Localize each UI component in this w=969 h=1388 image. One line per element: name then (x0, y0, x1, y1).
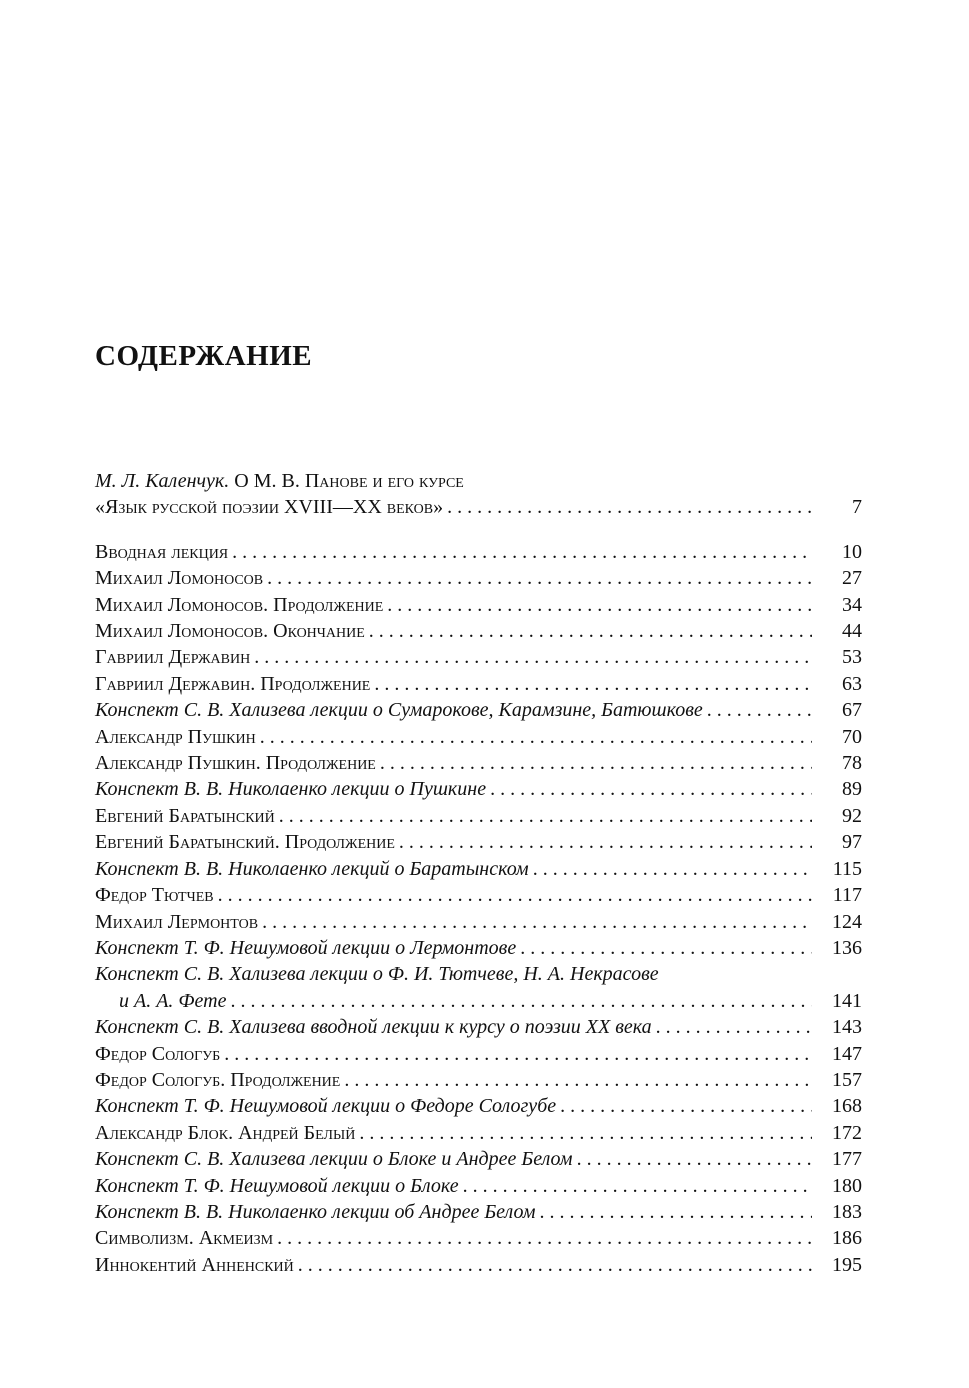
page-number: 27 (842, 567, 862, 590)
page-number: 89 (842, 778, 862, 801)
intro-title-line2: «Язык русской поэзии XVIII—XX веков» (95, 496, 444, 519)
entry-title: Гавриил Державин (95, 646, 251, 669)
entry-title: Михаил Ломоносов. Продолжение (95, 593, 384, 616)
page-number: 180 (832, 1174, 862, 1197)
page-number: 53 (842, 646, 862, 669)
toc-entry (95, 644, 862, 670)
leader-dots (533, 856, 812, 882)
toc-entry (95, 1199, 862, 1225)
leader-dots (369, 618, 812, 644)
toc-entry (95, 803, 862, 829)
entry-title: Конспект Т. Ф. Нешумовой лекции о Лермонтове (95, 936, 517, 959)
page-number: 124 (832, 910, 862, 933)
entry-title: Конспект В. В. Николаенко лекций о Баратынском (95, 857, 529, 880)
toc-entry (95, 1146, 862, 1172)
toc-entry (95, 1225, 862, 1251)
leader-dots (380, 750, 812, 776)
leader-dots (539, 1199, 812, 1225)
page-number: 34 (842, 593, 862, 616)
entry-title: Иннокентий Анненский (95, 1253, 294, 1276)
page-number: 70 (842, 725, 862, 748)
leader-dots (490, 776, 812, 802)
page-number: 67 (842, 699, 862, 722)
toc-entry (95, 750, 862, 776)
leader-dots (230, 988, 812, 1014)
toc-entry (95, 1067, 862, 1093)
leader-dots (577, 1146, 812, 1172)
entry-title: Гавриил Державин. Продолжение (95, 672, 371, 695)
leader-dots (298, 1252, 812, 1278)
leader-dots (387, 592, 812, 618)
page-number: 7 (852, 496, 862, 519)
page-number: 92 (842, 804, 862, 827)
page-title: СОДЕРЖАНИЕ (95, 340, 313, 372)
toc-entry (95, 539, 862, 565)
leader-dots (262, 909, 812, 935)
toc-entry (95, 1173, 862, 1199)
page-number: 143 (832, 1016, 862, 1039)
entry-title: Конспект Т. Ф. Нешумовой лекции о Блоке (95, 1174, 459, 1197)
leader-dots (560, 1093, 812, 1119)
page-number: 172 (832, 1121, 862, 1144)
entry-title: Евгений Баратынский. Продолжение (95, 831, 395, 854)
entry-title: Вводная лекция (95, 540, 229, 563)
toc-entry (95, 909, 862, 935)
leader-dots (707, 697, 812, 723)
entry-title: Михаил Лермонтов (95, 910, 259, 933)
page-number: 10 (842, 540, 862, 563)
toc-entry (95, 1252, 862, 1278)
page-number: 147 (832, 1042, 862, 1065)
toc-entry (95, 829, 862, 855)
toc-entry (95, 856, 862, 882)
leader-dots (463, 1173, 812, 1199)
toc-entry (95, 565, 862, 591)
entry-title: Михаил Ломоносов. Окончание (95, 620, 365, 643)
toc-entry (95, 776, 862, 802)
toc-entry (95, 1093, 862, 1119)
toc-entry-intro (95, 468, 862, 521)
leader-dots (279, 803, 812, 829)
toc-entry (95, 961, 862, 1014)
page-number: 157 (832, 1068, 862, 1091)
entry-title: Конспект В. В. Николаенко лекции об Андрее Белом (95, 1200, 536, 1223)
leader-dots (260, 724, 812, 750)
entry-title: Михаил Ломоносов (95, 567, 264, 590)
section-gap (95, 521, 862, 539)
toc-entry (95, 935, 862, 961)
entry-title: Федор Сологуб (95, 1042, 221, 1065)
leader-dots (254, 644, 812, 670)
table-of-contents (95, 468, 862, 1278)
toc-entry (95, 618, 862, 644)
page-number: 136 (832, 936, 862, 959)
leader-dots (656, 1014, 812, 1040)
entry-title: Александр Пушкин. Продолжение (95, 752, 376, 775)
toc-entry (95, 1014, 862, 1040)
entry-title: Конспект В. В. Николаенко лекции о Пушкине (95, 778, 487, 801)
toc-entry (95, 671, 862, 697)
leader-dots (344, 1067, 812, 1093)
leader-dots (359, 1120, 812, 1146)
leader-dots (267, 565, 812, 591)
page-number: 168 (832, 1095, 862, 1118)
page-number: 78 (842, 752, 862, 775)
page-number: 115 (832, 857, 862, 880)
leader-dots (447, 494, 812, 520)
toc-entry (95, 592, 862, 618)
toc-entry (95, 697, 862, 723)
entry-title: Символизм. Акмеизм (95, 1227, 274, 1250)
page-number: 44 (842, 620, 862, 643)
page-number: 183 (832, 1200, 862, 1223)
leader-dots (277, 1225, 812, 1251)
page-number: 177 (832, 1148, 862, 1171)
toc-entry (95, 882, 862, 908)
page-number: 63 (842, 672, 862, 695)
entry-title-line1: Конспект С. В. Хализева лекции о Ф. И. Тютчеве, Н. А. Некрасове (95, 963, 659, 986)
leader-dots (224, 1041, 812, 1067)
intro-title-line1: О М. В. Панове и его курсе (234, 470, 464, 492)
entry-title: Александр Пушкин (95, 725, 256, 748)
entry-title: Евгений Баратынский (95, 804, 275, 827)
page-number: 117 (832, 884, 862, 907)
toc-entry (95, 1041, 862, 1067)
entry-title: Федор Тютчев (95, 884, 214, 907)
page-number: 141 (832, 989, 862, 1012)
entry-title: Конспект С. В. Хализева вводной лекции к курсу о поэзии XX века (95, 1016, 652, 1039)
intro-author: М. Л. Каленчук. (95, 470, 230, 492)
toc-entry (95, 1120, 862, 1146)
page-number: 97 (842, 831, 862, 854)
entry-title: и А. А. Фете (119, 989, 227, 1012)
leader-dots (232, 539, 812, 565)
leader-dots (218, 882, 812, 908)
entry-title: Конспект Т. Ф. Нешумовой лекции о Федоре Сологубе (95, 1095, 557, 1118)
toc-entry (95, 724, 862, 750)
toc-entry-line (95, 468, 862, 494)
toc-entry-line (95, 494, 862, 520)
entry-title: Конспект С. В. Хализева лекции о Сумарокове, Карамзине, Батюшкове (95, 699, 703, 722)
leader-dots (374, 671, 812, 697)
leader-dots (520, 935, 812, 961)
page-number: 195 (832, 1253, 862, 1276)
page-number: 186 (832, 1227, 862, 1250)
entry-title: Конспект С. В. Хализева лекции о Блоке и Андрее Белом (95, 1148, 573, 1171)
leader-dots (399, 829, 812, 855)
entry-title: Федор Сологуб. Продолжение (95, 1068, 341, 1091)
entry-title: Александр Блок. Андрей Белый (95, 1121, 356, 1144)
